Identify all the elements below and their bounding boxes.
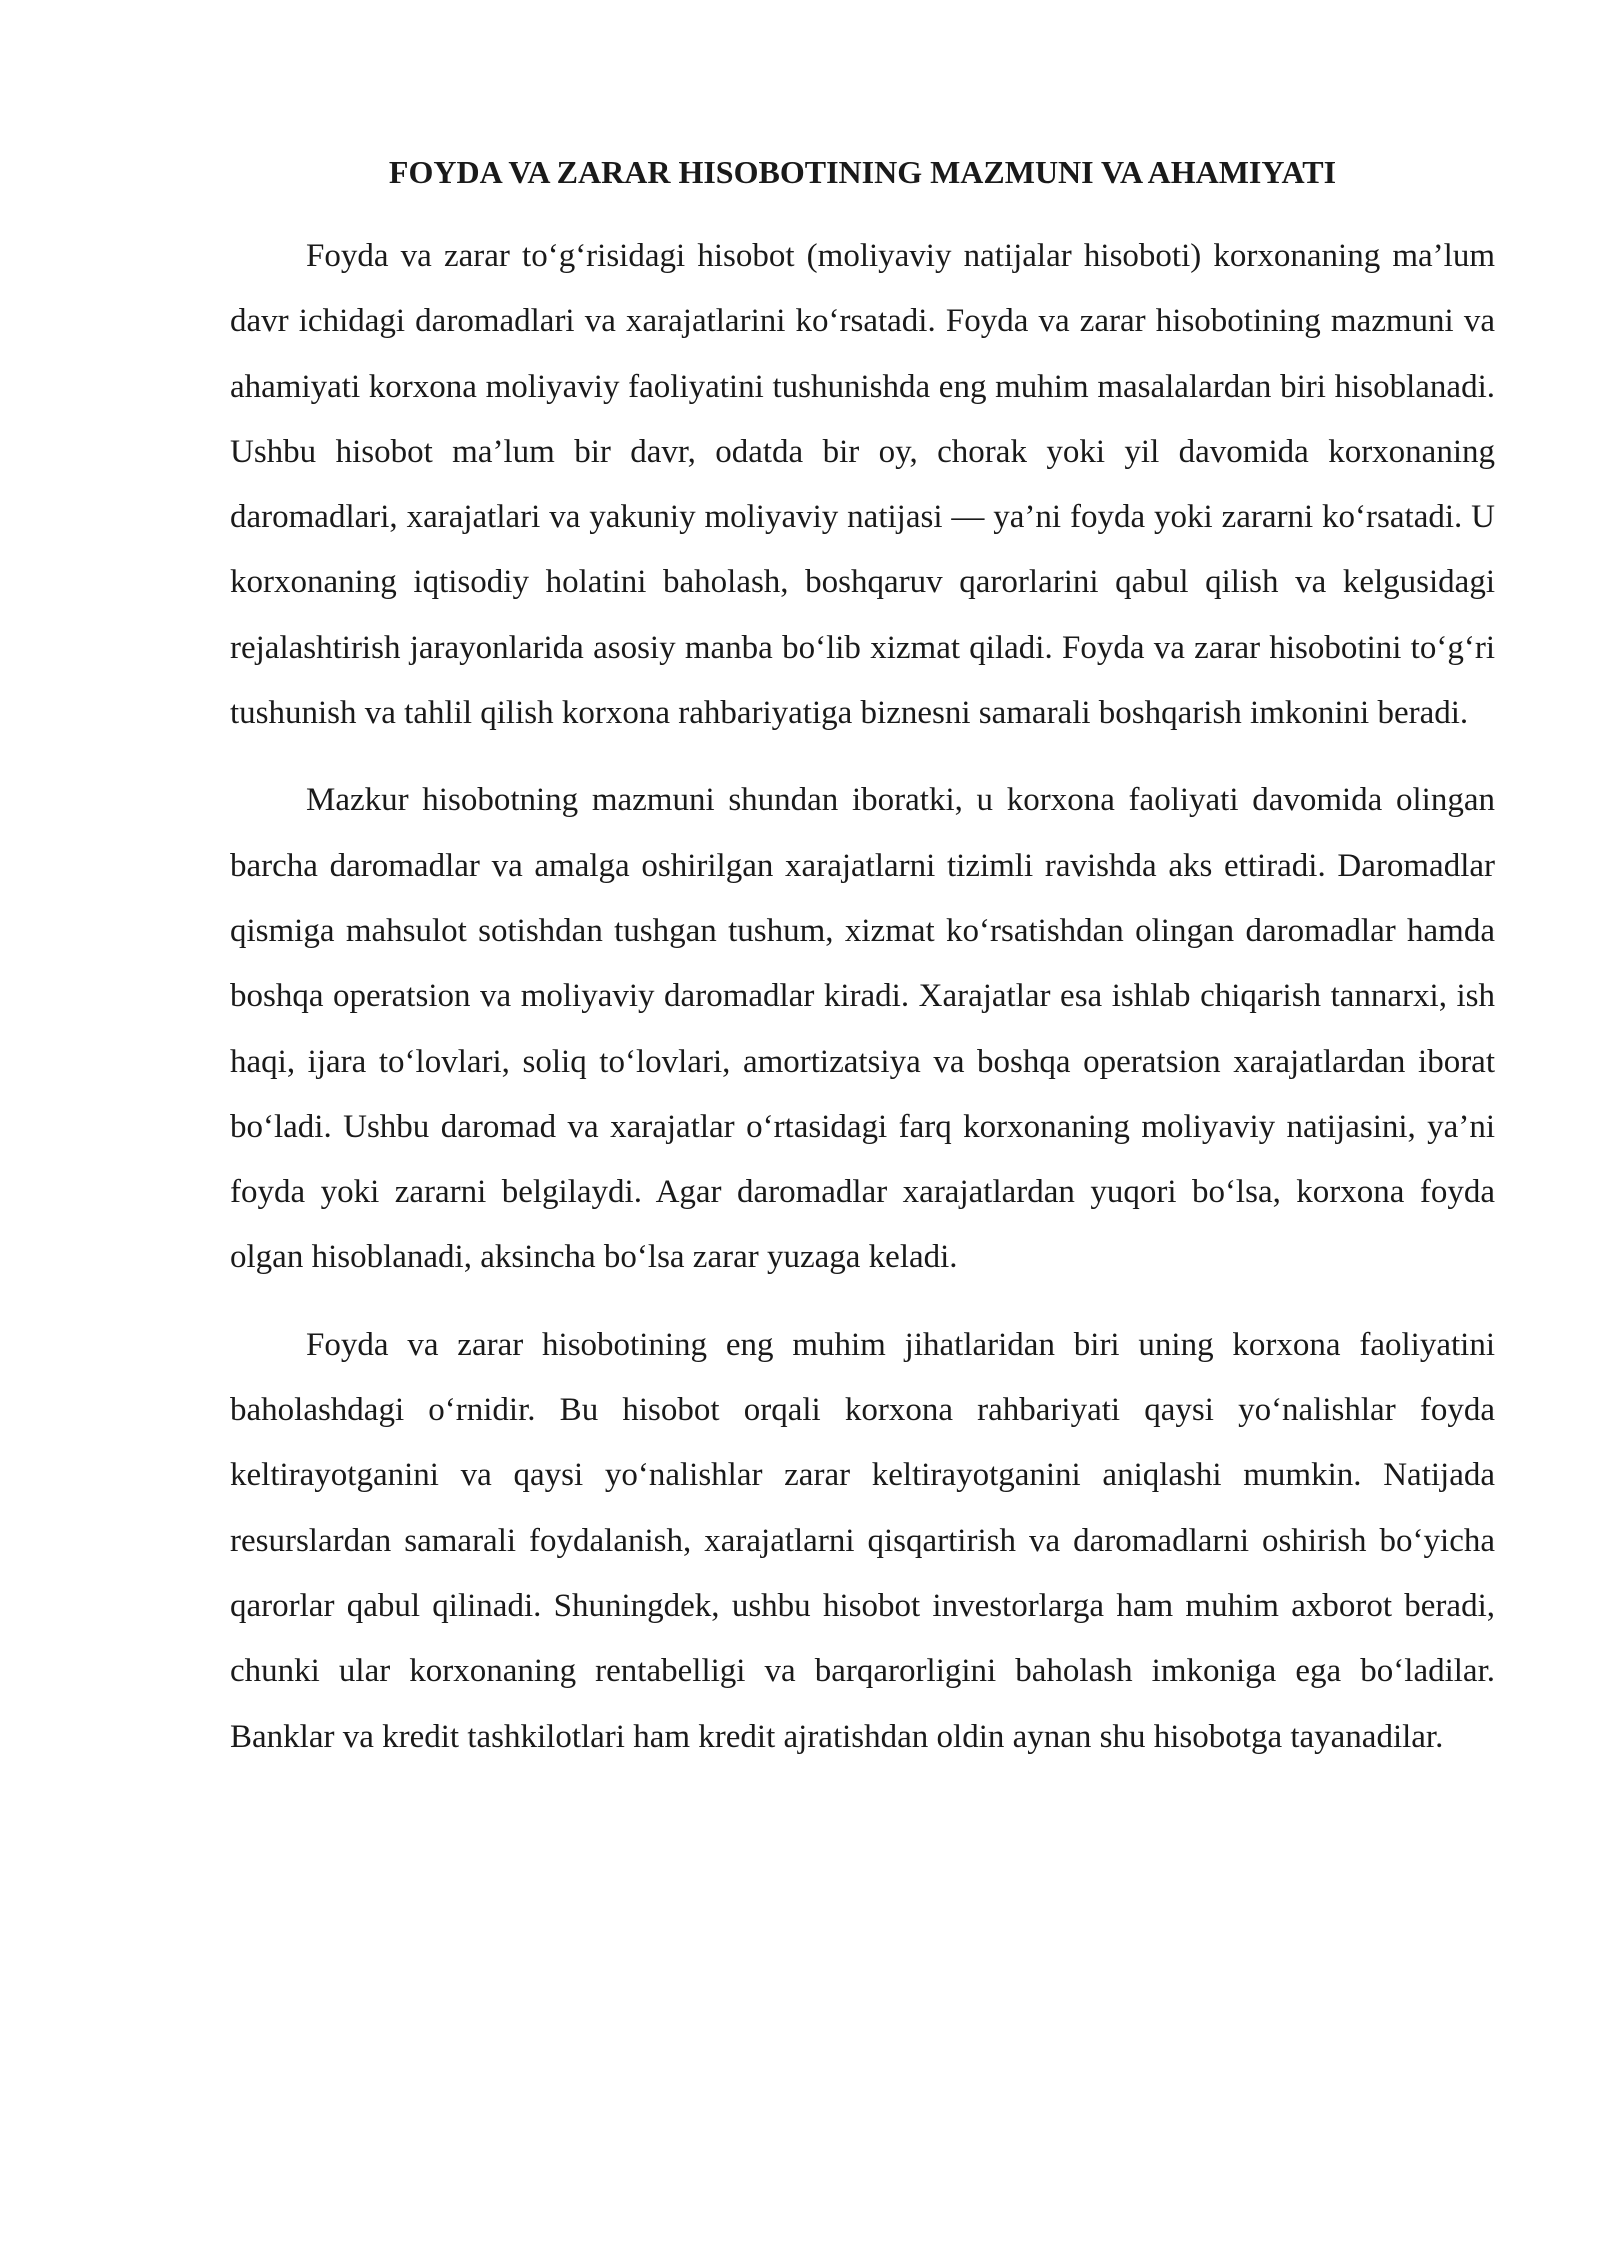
document-title: FOYDA VA ZARAR HISOBOTINING MAZMUNI VA AHAMIYATI [388,154,1337,190]
paragraph-1: Foyda va zarar to‘g‘risidagi hisobot (moliyaviy natijalar hisoboti) korxonaning ma’lum davr ichidagi daromadlari va xarajatlarini ko‘rsatadi. Foyda va zarar hisobotining mazmuni va ahamiyati korxona moliyaviy faoliyatini tushunishda eng muhim masalalardan biri hisoblanadi. Ushbu hisobot ma’lum bir davr, odatda bir oy, chorak yoki yil davomida korxonaning daromadlari, xarajatlari va yakuniy moliyaviy natijasi — ya’ni foyda yoki zararni ko‘rsatadi. U korxonaning iqtisodiy holatini baholash, boshqaruv qarorlarini qabul qilish va kelgusidagi rejalashtirish jarayonlarida asosiy manba bo‘lib xizmat qiladi. Foyda va zarar hisobotini to‘g‘ri tushunish va tahlil qilish korxona rahbariyatiga biznesni samarali boshqarish imkonini beradi. [230,238,1495,732]
paragraph-2: Mazkur hisobotning mazmuni shundan iboratki, u korxona faoliyati davomida olingan barcha daromadlar va amalga oshirilgan xarajatlarni tizimli ravishda aks ettiradi. Daromadlar qismiga mahsulot sotishdan tushgan tushum, xizmat ko‘rsatishdan olingan daromadlar hamda boshqa operatsion va moliyaviy daromadlar kiradi. Xarajatlar esa ishlab chiqarish tannarxi, ish haqi, ijara to‘lovlari, soliq to‘lovlari, amortizatsiya va boshqa operatsion xarajatlardan iborat bo‘ladi. Ushbu daromad va xarajatlar o‘rtasidagi farq korxonaning moliyaviy natijasini, ya’ni foyda yoki zararni belgilaydi. Agar daromadlar xarajatlardan yuqori bo‘lsa, korxona foyda olgan hisoblanadi, aksincha bo‘lsa zarar yuzaga keladi. [230,782,1495,1276]
paragraph-3: Foyda va zarar hisobotining eng muhim jihatlaridan biri uning korxona faoliyatini baholashdagi o‘rnidir. Bu hisobot orqali korxona rahbariyati qaysi yo‘nalishlar foyda keltirayotganini va qaysi yo‘nalishlar zarar keltirayotganini aniqlashi mumkin. Natijada resurslardan samarali foydalanish, xarajatlarni qisqartirish va daromadlarni oshirish bo‘yicha qarorlar qabul qilinadi. Shuningdek, ushbu hisobot investorlarga ham muhim axborot beradi, chunki ular korxonaning rentabelligi va barqarorligini baholash imkoniga ega bo‘ladilar. Banklar va kredit tashkilotlari ham kredit ajratishdan oldin aynan shu hisobotga tayanadilar. [230,1326,1495,1755]
document-body [230,150,1495,1792]
